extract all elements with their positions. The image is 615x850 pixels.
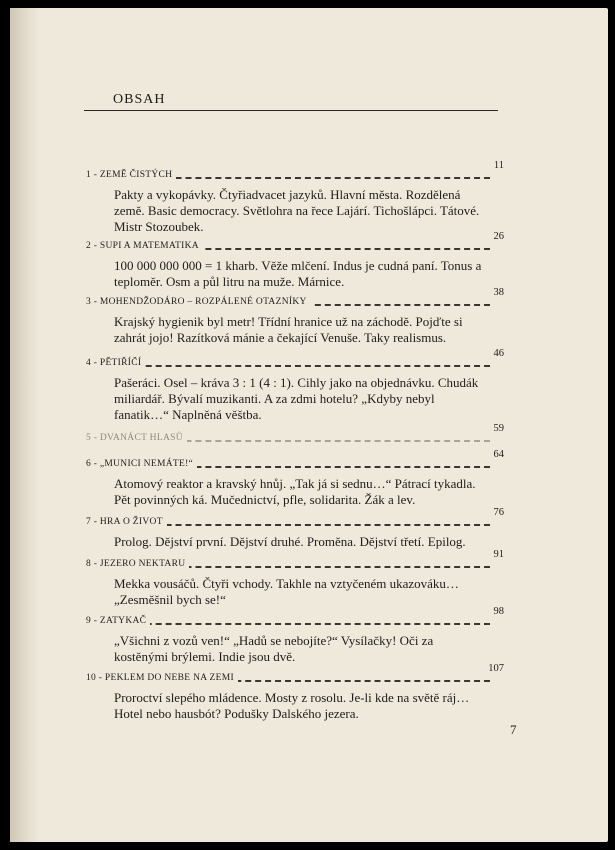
entry-title: 1 - ZEMĚ ČISTÝCH [86,170,176,180]
entry-page-number: 76 [493,507,504,518]
entry-title-line [86,549,504,573]
toc-entry [86,507,506,550]
page-title: OBSAH [113,92,166,107]
entry-summary: Prolog. Dějství první. Dějství druhé. Proměna. Dějství třetí. Epilog. [114,534,466,549]
toc-entry [86,287,506,346]
entry-page-number: 107 [488,663,504,674]
entry-summary: 100 000 000 000 = 1 kharb. Věže mlčení. Indus je cudná paní. Tonus a teploměr. Osm a půl litru na muže. Márnice. [114,258,482,289]
toc-entry [86,423,506,450]
entry-title-line [86,287,504,311]
entry-title: 10 - PEKLEM DO NEBE NA ZEMI [86,673,238,683]
entry-page-number: 38 [493,287,504,298]
entry-page-number: 11 [493,160,504,171]
entry-page-number: 46 [493,348,504,359]
entry-page-number: 64 [493,449,504,460]
entry-title-line [86,231,504,255]
toc-entry [86,606,506,665]
entry-page-number: 91 [493,549,504,560]
page-spine-shadow [10,8,40,842]
entry-summary: Pašeráci. Osel – kráva 3 : 1 (4 : 1). Cihly jako na objednávku. Chudák miliardář. Bývalí muzikanti. A za zdmi hotelu? „Kdyby nebyl fanatik…“ Naplněná věštba. [114,375,479,422]
toc-entry [86,160,506,235]
entry-title: 9 - ZATYKAČ [86,616,150,626]
toc-entry [86,549,506,608]
entry-title: 3 - MOHENDŽODÁRO – ROZPÁLENÉ OTAZNÍKY [86,297,311,307]
entry-summary: Atomový reaktor a kravský hnůj. „Tak já si sednu…“ Pátrací tykadla. Pět povinných ká. Mučednictví, pfle, solidarita. Žák a lev. [114,476,476,507]
toc-entry [86,348,506,423]
entry-title: 2 - SUPI A MATEMATIKA [86,241,203,251]
entry-title-line [86,663,504,687]
entry-summary: Krajský hygienik byl metr! Třídní hranice už na záchodě. Pojďte si zahrát jojo! Razítková mánie a čekající Venuše. Taky realismus. [114,314,463,345]
toc-entry [86,663,506,722]
entry-summary: „Všichni z vozů ven!“ „Hadů se nebojíte?“ Vysílačky! Oči za kostěnými brýlemi. Indie jsou dvě. [114,633,434,664]
entry-title-line [86,348,504,372]
entry-page-number: 98 [493,606,504,617]
entry-page-number: 26 [493,231,504,242]
entry-title-line [86,449,504,473]
entry-summary: Pakty a vykopávky. Čtyřiadvacet jazyků. Hlavní města. Rozdělená země. Basic democracy. Světlohra na řece Lajárí. Tichošlápci. Tátové. Mistr Stozoubek. [114,187,480,234]
entry-title: 6 - „MUNICI NEMÁTE!“ [86,459,197,469]
heading-rule [84,110,498,111]
entry-title-line [86,606,504,630]
page-folio-number: 7 [510,722,517,737]
entry-summary: Proroctví slepého mládence. Mosty z rosolu. Je-li kde na světě ráj… Hotel nebo hausbót? Podušky Dalského jezera. [114,690,470,721]
entry-title: 4 - PĚTIŘÍČÍ [86,358,145,368]
dotted-leader [86,365,490,367]
entry-title-line [86,160,504,184]
toc-entry [86,449,506,508]
entry-title: 7 - HRA O ŽIVOT [86,517,167,527]
entry-page-number: 59 [493,423,504,434]
entry-title-line [86,507,504,531]
entry-title: 5 - DVANÁCT HLASŮ [86,433,187,443]
entry-summary: Mekka vousáčů. Čtyři vchody. Takhle na vztyčeném ukazováku… „Zesměšnil bych se!“ [114,576,459,607]
entry-title: 8 - JEZERO NEKTARU [86,559,189,569]
toc-entry [86,231,506,290]
entry-title-line [86,423,504,447]
